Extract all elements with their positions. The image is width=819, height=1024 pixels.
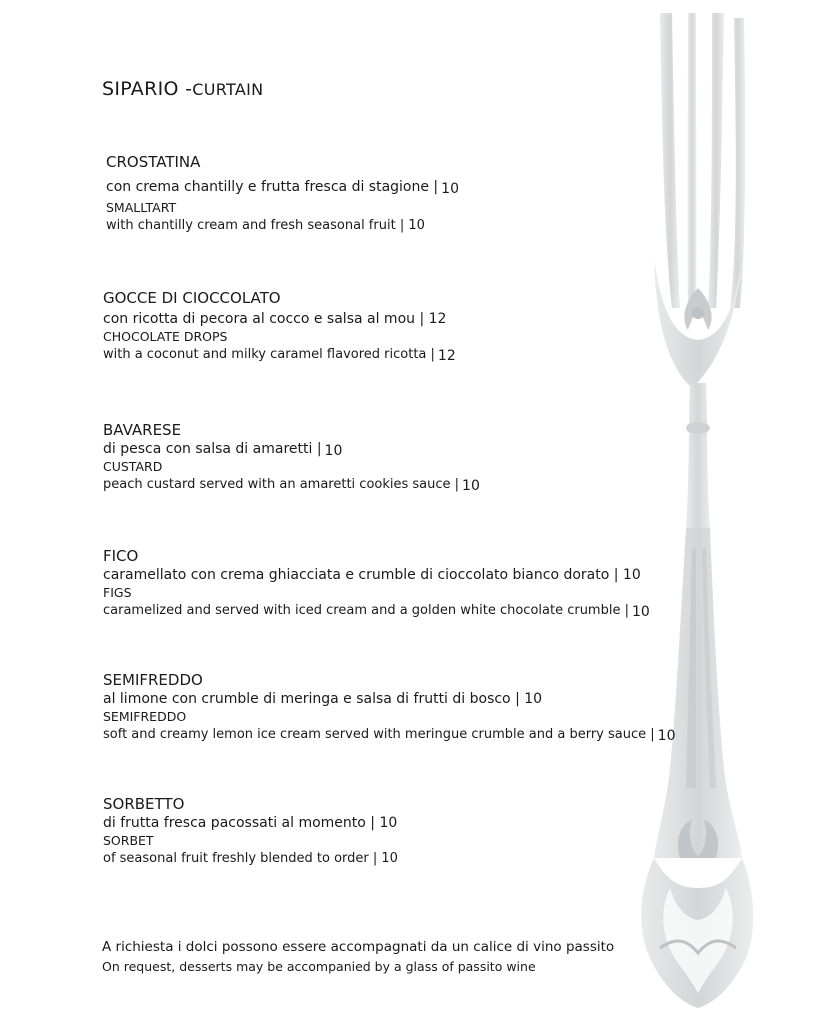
- menu-item: [106, 152, 459, 235]
- item-desc-it: al limone con crumble di meringa e salsa di frutti di bosco | 10: [103, 691, 543, 707]
- item-name-en: SEMIFREDDO: [103, 709, 187, 724]
- menu-item: [103, 420, 480, 494]
- item-desc-en: with a coconut and milky caramel flavored ricotta |: [103, 347, 435, 362]
- item-desc-it: con crema chantilly e frutta fresca di stagione |: [106, 179, 439, 195]
- item-name-it: GOCCE DI CIOCCOLATO: [103, 289, 281, 307]
- item-desc-it: con ricotta di pecora al cocco e salsa al mou | 12: [103, 311, 447, 327]
- item-desc-en: of seasonal fruit freshly blended to order | 10: [103, 851, 398, 866]
- menu-title-sub: CURTAIN: [192, 80, 264, 99]
- item-name-it: SORBETTO: [103, 795, 185, 813]
- item-desc-it: caramellato con crema ghiacciata e crumble di cioccolato bianco dorato | 10: [103, 567, 641, 583]
- footer-note-en: On request, desserts may be accompanied by a glass of passito wine: [102, 959, 536, 974]
- item-price-en: 10: [631, 604, 650, 620]
- item-name-en: CHOCOLATE DROPS: [103, 329, 228, 344]
- item-name-en: SORBET: [103, 833, 154, 848]
- item-desc-en: peach custard served with an amaretti cookies sauce |: [103, 477, 460, 492]
- item-desc-en: soft and creamy lemon ice cream served with meringue crumble and a berry sauce |: [103, 727, 655, 742]
- menu-title: [102, 78, 263, 100]
- item-price-en: 12: [437, 348, 456, 364]
- menu-footer: [102, 937, 614, 977]
- item-name-en: SMALLTART: [106, 200, 177, 215]
- item-price-it: 10: [441, 181, 459, 197]
- item-name-it: SEMIFREDDO: [103, 671, 203, 689]
- item-price-en: 10: [462, 478, 480, 494]
- item-desc-it: di pesca con salsa di amaretti |: [103, 441, 322, 457]
- fork-icon: [630, 8, 760, 1013]
- item-name-it: BAVARESE: [103, 421, 182, 439]
- menu-item: [103, 288, 456, 364]
- item-name-en: CUSTARD: [103, 459, 163, 474]
- menu-title-main: SIPARIO -: [102, 78, 193, 100]
- item-name-en: FIGS: [103, 585, 132, 600]
- item-desc-en: caramelized and served with iced cream and a golden white chocolate crumble |: [103, 603, 629, 618]
- menu-item: [103, 794, 401, 868]
- item-desc-en: with chantilly cream and fresh seasonal fruit | 10: [106, 218, 425, 233]
- footer-note-it: A richiesta i dolci possono essere accompagnati da un calice di vino passito: [102, 939, 615, 955]
- menu-item: [103, 546, 650, 620]
- item-name-it: FICO: [103, 547, 139, 565]
- item-desc-it: di frutta fresca pacossati al momento | 10: [103, 815, 398, 831]
- menu-item: [103, 670, 675, 744]
- item-price-it: 10: [324, 443, 343, 459]
- item-name-it: CROSTATINA: [106, 153, 201, 171]
- item-price-en: 10: [657, 728, 676, 744]
